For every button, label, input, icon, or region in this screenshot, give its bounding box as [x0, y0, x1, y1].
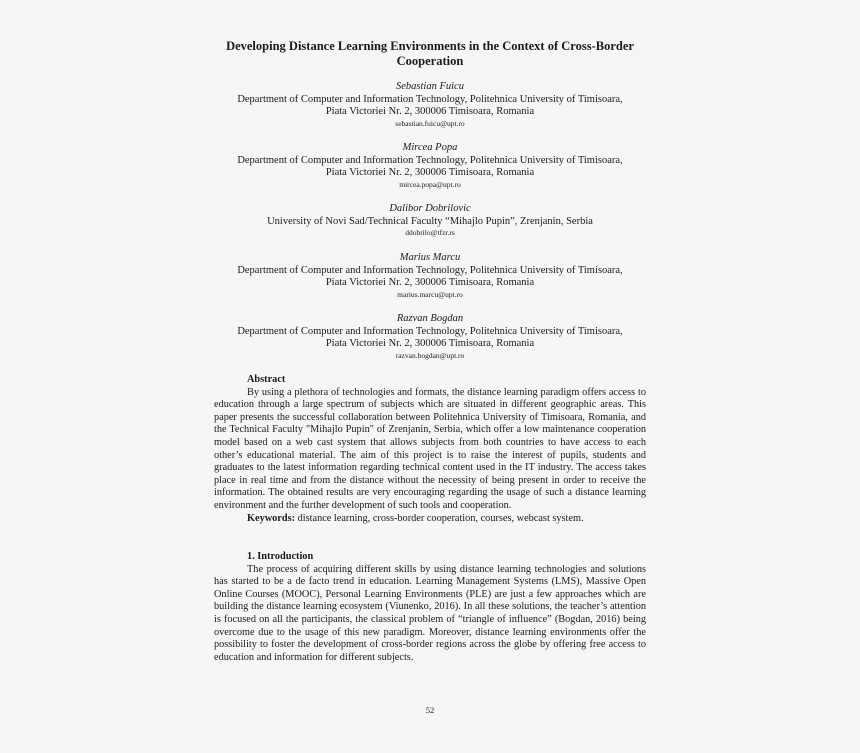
keywords-text: distance learning, cross-border cooperation, courses, webcast system.	[297, 512, 584, 524]
author-affiliation: Department of Computer and Information Technology, Politehnica University of Timisoara,	[237, 93, 623, 105]
author-block-4	[200, 252, 660, 300]
title-line-2: Cooperation	[396, 54, 464, 68]
introduction-paragraph: The process of acquiring different skills by using distance learning technologies and solutions has started to be a de facto trend in education. Learning Management Systems (LMS), Massive Open Online Courses (MOOC), Personal Learning Environments (PLE) are just a few approaches which are building the distance learning ecosystem (Viunenko, 2016). In all these solutions, the teacher’s attention is focused on all the participants, the classical problem of “triangle of influence” (Bogdan, 2016) being overcome due to the usage of this new paradigm. Moreover, distance learning environments offer the possibility to foster the development of cross-border regions across the globe by offering free access to education and information for different subjects.	[214, 563, 646, 663]
author-address: Piata Victoriei Nr. 2, 300006 Timisoara, Romania	[325, 277, 535, 288]
abstract-paragraph: By using a plethora of technologies and formats, the distance learning paradigm offers access to education through a large spectrum of subjects which are situated in different geographic areas. This paper presents the successful collaboration between Politehnica University of Timisoara, Romania, and the Technical Faculty "Mihajlo Pupin" of Zrenjanin, Serbia, which offer a low maintenance cooperation model based on a web cast system that allows subjects from both countries to have access to each other’s educational material. The aim of this project is to raise the interest of pupils, students and graduates to the latest information regarding technical content used in the IT industry. The access takes place in real time and from the distance without the necessity of being present in order to receive the information. The obtained results are very encouraging regarding the usage of such a distance learning environment and the further development of such tools and cooperation.	[214, 386, 646, 511]
author-block-3	[200, 203, 660, 238]
keywords-line	[214, 513, 646, 526]
keywords-label: Keywords:	[247, 512, 296, 524]
author-name: Sebastian Fuicu	[396, 81, 464, 92]
author-name: Mircea Popa	[402, 142, 458, 153]
author-address: Piata Victoriei Nr. 2, 300006 Timisoara, Romania	[325, 106, 535, 117]
introduction-section	[214, 551, 646, 664]
author-affiliation: Department of Computer and Information Technology, Politehnica University of Timisoara,	[237, 154, 623, 166]
author-email: marius.marcu@upt.ro	[397, 289, 463, 299]
author-block-5	[200, 313, 660, 361]
author-email: sebastian.fuicu@upt.ro	[395, 118, 465, 128]
author-email: mircea.popa@upt.ro	[399, 179, 461, 189]
title-line-1: Developing Distance Learning Environments in the Context of Cross-Border	[226, 39, 634, 53]
page-number: 52	[425, 705, 435, 715]
author-email: razvan.bogdan@upt.ro	[395, 350, 465, 360]
author-name: Marius Marcu	[399, 252, 461, 263]
author-address: Piata Victoriei Nr. 2, 300006 Timisoara, Romania	[325, 338, 535, 349]
author-name: Razvan Bogdan	[396, 313, 464, 324]
abstract-heading: Abstract	[247, 374, 286, 385]
author-affiliation: Department of Computer and Information Technology, Politehnica University of Timisoara,	[237, 325, 623, 337]
author-email: ddobrilo@tfzr.rs	[405, 228, 455, 237]
author-affiliation: University of Novi Sad/Technical Faculty “Mihajlo Pupin”, Zrenjanin, Serbia	[267, 215, 593, 227]
author-block-2	[200, 142, 660, 190]
introduction-heading: 1. Introduction	[247, 551, 314, 562]
author-address: Piata Victoriei Nr. 2, 300006 Timisoara, Romania	[325, 167, 535, 178]
author-name: Dalibor Dobrilovic	[389, 203, 471, 214]
author-block-1	[200, 81, 660, 129]
paper-title	[200, 39, 660, 69]
author-affiliation: Department of Computer and Information Technology, Politehnica University of Timisoara,	[237, 264, 623, 276]
abstract-section	[214, 374, 646, 525]
